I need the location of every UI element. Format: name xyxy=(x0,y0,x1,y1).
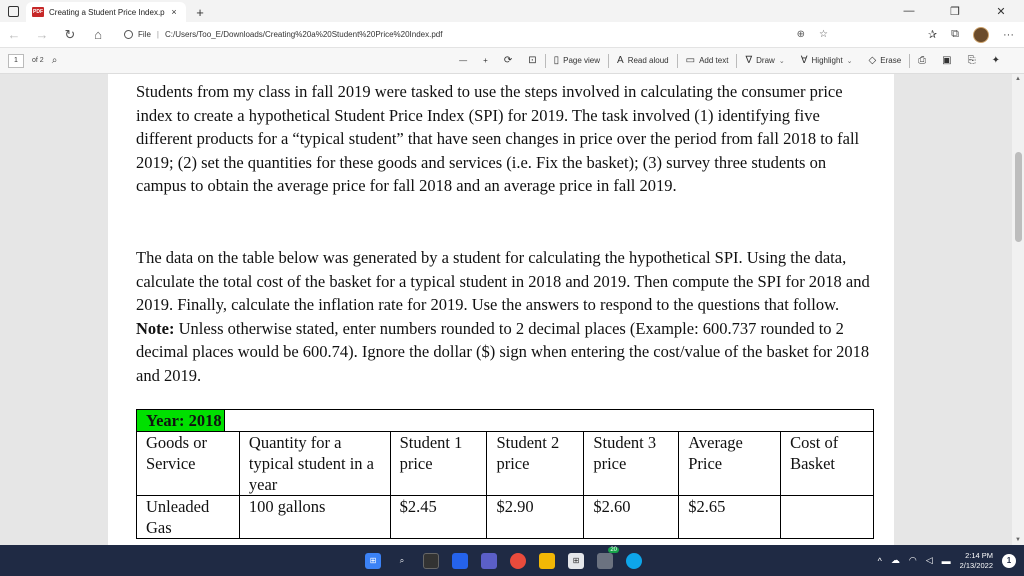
year-label: Year: 2018 xyxy=(137,410,225,431)
table-row xyxy=(137,496,874,539)
address-bar[interactable] xyxy=(116,25,836,45)
address-bar-row xyxy=(0,22,1024,48)
clock-date: 2/13/2022 xyxy=(959,560,993,570)
avatar[interactable] xyxy=(973,27,989,43)
chrome-icon[interactable] xyxy=(510,553,526,569)
table-header: Quantity for a typical student in a year xyxy=(239,432,390,496)
zoom-out-label: — xyxy=(459,56,468,65)
zoom-in-label: + xyxy=(483,56,488,65)
restore-button[interactable]: ❐ xyxy=(950,5,960,18)
url-prefix: File xyxy=(138,30,151,39)
volume-icon[interactable]: ◁ xyxy=(925,555,933,565)
tab-actions-icon xyxy=(8,6,19,17)
new-tab-button[interactable]: + xyxy=(196,4,204,20)
url-text: C:/Users/Too_E/Downloads/Creating%20a%20Student%20Price%20Index.pdf xyxy=(164,30,443,39)
read-aloud-button[interactable] xyxy=(609,48,677,74)
file-explorer-icon[interactable] xyxy=(539,553,555,569)
taskbar xyxy=(0,545,1024,576)
info-icon xyxy=(124,30,133,39)
table-header: Student 2 price xyxy=(487,432,584,496)
erase-button[interactable] xyxy=(861,48,910,74)
page-view-icon: ▯ xyxy=(553,55,560,66)
instructions-text: The data on the table below was generated by a student for calculating the hypothetical SPI. Using the data, calculate the total cost of the basket for a typical student in 2018 and 2019. Then compute the SPI for 2018 and 2019. Finally, calculate the inflation rate for 2019. Use the answers to respond to the questions that follow. xyxy=(136,248,870,314)
scroll-down-icon[interactable]: ▼ xyxy=(1015,537,1021,543)
table-header: Average Price xyxy=(679,432,781,496)
price-table xyxy=(136,409,874,539)
fit-page-icon: ⊡ xyxy=(528,55,537,66)
forward-button[interactable]: → xyxy=(35,27,49,42)
cloud-icon[interactable]: ☁ xyxy=(890,555,900,565)
table-header: Student 3 price xyxy=(584,432,679,496)
search-icon[interactable]: ⌕ xyxy=(51,55,58,66)
rotate-icon: ⟳ xyxy=(503,55,513,66)
tab-title: Creating a Student Price Index.p xyxy=(49,7,165,17)
table-cell: $2.65 xyxy=(679,496,781,539)
year-cell xyxy=(137,410,874,432)
table-header: Cost of Basket xyxy=(781,432,874,496)
erase-label: Erase xyxy=(880,56,902,65)
page-total: of 2 xyxy=(32,57,44,64)
page-view-button[interactable] xyxy=(546,48,608,74)
search-icon[interactable]: ⌕ xyxy=(399,555,405,565)
more-menu-icon[interactable]: ··· xyxy=(1003,28,1014,41)
table-cell xyxy=(781,496,874,539)
save-as-button[interactable] xyxy=(960,48,984,74)
eraser-icon: ◇ xyxy=(868,55,877,66)
clock[interactable] xyxy=(960,551,993,571)
paragraph-instructions xyxy=(136,246,871,387)
minimize-button[interactable]: — xyxy=(903,5,915,17)
home-button[interactable]: ⌂ xyxy=(94,27,102,42)
table-header-row xyxy=(137,432,874,496)
table-cell: $2.60 xyxy=(584,496,679,539)
zoom-icon[interactable]: ⊕ xyxy=(796,29,806,40)
table-cell: Unleaded Gas xyxy=(137,496,240,539)
favorites-icon[interactable]: ✰ xyxy=(927,29,938,41)
note-label: Note: xyxy=(136,318,175,338)
chevron-down-icon: ⌄ xyxy=(846,57,853,65)
add-text-label: Add text xyxy=(699,56,729,65)
highlight-label: Highlight xyxy=(811,56,843,65)
windows-start-icon[interactable]: ⊞ xyxy=(365,553,381,569)
print-icon: ⎙ xyxy=(918,55,927,66)
table-header: Student 1 price xyxy=(390,432,487,496)
task-view-icon[interactable] xyxy=(423,553,439,569)
paragraph-intro: Students from my class in fall 2019 were tasked to use the steps involved in calculating the consumer price index to create a hypothetical Student Price Index (SPI) for 2019. The task involved (1) identifying five different products for a “typical student” that have seen changes in price over the period from fall 2018 to fall 2019; (2) set the quantities for these goods and services (i.e. Fix the basket); (3) survey three students on campus to obtain the average price for fall 2018 and an average price in fall 2019. xyxy=(136,82,860,195)
highlight-button[interactable] xyxy=(793,48,861,74)
scroll-up-icon[interactable]: ▲ xyxy=(1015,76,1021,82)
back-button[interactable]: ← xyxy=(7,27,21,42)
pdf-file-icon: PDF xyxy=(33,9,43,15)
mail-badge: 20 xyxy=(610,546,617,553)
tab-close-button[interactable]: × xyxy=(171,7,177,17)
wifi-icon[interactable]: ◠ xyxy=(908,555,917,565)
url-separator: | xyxy=(156,30,159,39)
battery-icon[interactable]: ▬ xyxy=(941,555,951,566)
store-icon[interactable]: ⊞ xyxy=(568,553,584,569)
read-view-icon[interactable]: ☆ xyxy=(819,29,828,40)
chevron-up-icon[interactable]: ^ xyxy=(877,555,882,566)
save-icon: ▣ xyxy=(942,55,952,66)
note-text: Unless otherwise stated, enter numbers rounded to 2 decimal places (Example: 600.737 rounded to 2 decimal places would be 600.74). Ignore the dollar ($) sign when entering the cost/value of the basket for 2018 and 2019. xyxy=(136,318,870,385)
tab-active[interactable] xyxy=(26,2,186,22)
pdf-page xyxy=(108,74,894,545)
mail-icon[interactable] xyxy=(597,546,617,569)
zoom-in-button[interactable] xyxy=(475,48,496,74)
tab-actions-button[interactable] xyxy=(0,0,26,22)
window-controls xyxy=(886,0,1024,22)
highlight-icon: ∀ xyxy=(800,55,808,66)
system-tray xyxy=(878,545,1016,576)
clock-time: 2:14 PM xyxy=(965,550,993,560)
fit-page-button[interactable] xyxy=(520,48,544,74)
page-view-label: Page view xyxy=(563,56,601,65)
zoom-out-button[interactable] xyxy=(451,48,475,74)
vertical-scrollbar[interactable] xyxy=(1012,74,1024,545)
chevron-down-icon: ⌄ xyxy=(778,57,785,65)
read-aloud-label: Read aloud xyxy=(627,56,669,65)
draw-label: Draw xyxy=(756,56,775,65)
save-button[interactable] xyxy=(934,48,959,74)
draw-button[interactable] xyxy=(737,48,792,74)
pin-icon: ✦ xyxy=(991,55,1000,66)
read-aloud-icon: A xyxy=(617,55,624,66)
teams-chat-icon[interactable] xyxy=(481,553,497,569)
widgets-icon[interactable] xyxy=(452,553,468,569)
print-button[interactable] xyxy=(910,48,934,74)
notification-badge[interactable]: 1 xyxy=(1002,554,1016,568)
close-window-button[interactable]: ✕ xyxy=(996,5,1006,18)
table-cell: $2.45 xyxy=(390,496,487,539)
collections-icon[interactable]: ⧉ xyxy=(951,28,959,40)
tab-strip xyxy=(0,0,1024,22)
table-cell: 100 gallons xyxy=(239,496,390,539)
table-header: Goods or Service xyxy=(137,432,240,496)
table-year-row xyxy=(137,410,874,432)
page-number-input[interactable]: 1 xyxy=(8,54,24,68)
edge-browser-icon[interactable] xyxy=(626,553,642,569)
rotate-button[interactable] xyxy=(496,48,520,74)
scrollbar-thumb[interactable] xyxy=(1015,152,1022,242)
draw-icon: ∇ xyxy=(745,55,753,66)
pdf-toolbar xyxy=(0,48,1024,74)
save-as-icon: ⎘ xyxy=(967,55,976,66)
document-viewport xyxy=(0,74,1024,545)
add-text-button[interactable] xyxy=(678,48,737,74)
table-cell: $2.90 xyxy=(487,496,584,539)
refresh-button[interactable]: ↻ xyxy=(64,26,76,42)
pin-toolbar-button[interactable] xyxy=(984,48,1008,74)
add-text-icon: ▭ xyxy=(685,55,696,66)
